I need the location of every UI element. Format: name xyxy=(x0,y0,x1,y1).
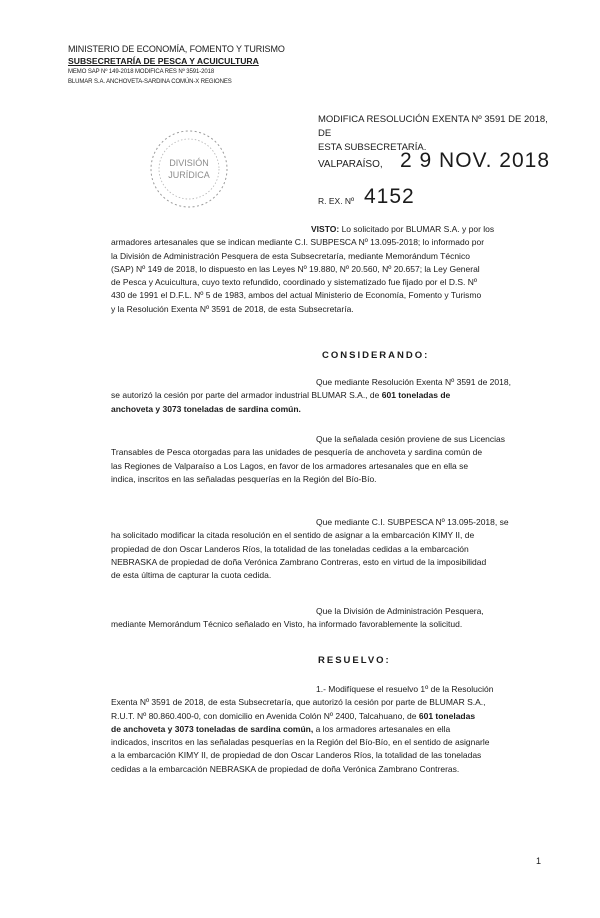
considerando-paragraph-4 xyxy=(111,605,542,632)
subject-line-2: ESTA SUBSECRETARÍA. xyxy=(318,142,427,153)
considerando-p3-line-5: de esta última de capturar la cuota cedida. xyxy=(111,570,272,581)
resuelvo-heading: RESUELVO: xyxy=(318,655,391,666)
ministry-name: MINISTERIO DE ECONOMÍA, FOMENTO Y TURISMO xyxy=(68,44,285,54)
considerando-p1-bold-2: anchoveta y 3073 toneladas de sardina común. xyxy=(111,403,301,414)
resuelvo-p1-line-6: a la embarcación KIMY II, de propiedad de don Oscar Landeros Ríos, la totalidad de las toneladas xyxy=(111,750,482,761)
visto-line-5: de Pesca y Acuicultura, cuyo texto refundido, coordinado y sistematizado fue fijado por el D.S. Nº xyxy=(111,277,477,288)
division-juridica-stamp xyxy=(148,128,230,210)
considerando-heading: CONSIDERANDO: xyxy=(322,350,430,361)
resuelvo-p1-line-4: a los armadores artesanales en ella xyxy=(315,723,451,734)
considerando-p1-line-1: Que mediante Resolución Exenta Nº 3591 de 2018, xyxy=(316,377,511,387)
resuelvo-p1-bold-1: 601 toneladas xyxy=(418,710,476,721)
stamp-line-2: JURÍDICA xyxy=(168,170,210,180)
reference-line-2: BLUMAR S.A. ANCHOVETA-SARDINA COMÚN-X REGIONES xyxy=(68,79,232,85)
considerando-p1-line-2: se autorizó la cesión por parte del armador industrial BLUMAR S.A., de xyxy=(111,390,380,401)
resuelvo-paragraph-1 xyxy=(111,683,542,776)
considerando-p2-line-2: Transables de Pesca otorgadas para las unidades de pesquería de anchoveta y sardina común de xyxy=(111,447,483,458)
page-number: 1 xyxy=(536,856,542,866)
resolution-number: 4152 xyxy=(364,185,415,208)
considerando-p2-line-4: indica, inscritos en las señaladas pesquerías en la Región del Bío-Bío. xyxy=(111,473,377,484)
resuelvo-p1-line-2: Exenta Nº 3591 de 2018, de esta Subsecretaría, que autorizó la cesión por parte de BLUMAR S.A., xyxy=(111,697,486,708)
considerando-paragraph-1 xyxy=(111,376,542,416)
subject-line-1: MODIFICA RESOLUCIÓN EXENTA Nº 3591 DE 2018, DE xyxy=(318,114,548,139)
visto-label: VISTO: xyxy=(311,224,340,234)
visto-line-1: Lo solicitado por BLUMAR S.A. y por los xyxy=(341,224,495,234)
resuelvo-p1-line-3: R.U.T. Nº 80.860.400-0, con domicilio en Avenida Colón Nº 2400, Talcahuano, de xyxy=(111,710,417,721)
considerando-p3-line-2: ha solicitado modificar la citada resolución en el sentido de asignar a la embarcación KIMY II, de xyxy=(111,530,475,541)
stamped-date: 2 9 NOV. 2018 xyxy=(400,149,550,172)
considerando-p4-line-1: Que la División de Administración Pesquera, xyxy=(316,606,484,616)
considerando-p3-line-4: NEBRASKA de propiedad de doña Verónica Zambrano Contreras, esto en virtud de la imposibilidad xyxy=(111,556,487,567)
considerando-p1-bold-1: 601 toneladas de xyxy=(381,390,451,401)
reference-line-1: MEMO SAP Nº 149-2018 MODIFICA RES Nº 3591-2018 xyxy=(68,69,215,75)
subsecretaria-name: SUBSECRETARÍA DE PESCA Y ACUICULTURA xyxy=(68,55,259,66)
considerando-p3-line-3: propiedad de don Oscar Landeros Ríos, la totalidad de las toneladas cedidas a la embarcación xyxy=(111,543,469,554)
considerando-paragraph-2 xyxy=(111,433,542,486)
considerando-p3-line-1: Que mediante C.I. SUBPESCA Nº 13.095-2018, se xyxy=(316,517,509,527)
visto-line-4: (SAP) Nº 149 de 2018, lo dispuesto en las Leyes Nº 19.880, Nº 20.560, Nº 20.657; la Ley General xyxy=(111,263,480,274)
visto-line-6: 430 de 1991 el D.F.L. Nº 5 de 1983, ambos del actual Ministerio de Economía, Fomento y Turismo xyxy=(111,290,482,301)
document-header xyxy=(68,44,308,87)
resuelvo-p1-line-7: cedidas a la embarcación NEBRASKA de propiedad de doña Verónica Zambrano Contreras. xyxy=(111,763,460,774)
resuelvo-p1-line-5: indicados, inscritos en las señaladas pesquerías en la Región del Bío-Bío, en el sentido de asignarle xyxy=(111,737,490,748)
considerando-p2-line-3: las Regiones de Valparaíso a Los Lagos, en favor de los armadores artesanales que en ella se xyxy=(111,460,469,471)
rex-label: R. EX. Nº xyxy=(318,196,355,206)
considerando-paragraph-3 xyxy=(111,516,542,582)
visto-line-2: armadores artesanales que se indican mediante C.I. SUBPESCA Nº 13.095-2018; lo informado por xyxy=(111,237,485,248)
considerando-p4-line-2: mediante Memorándum Técnico señalado en Visto, ha informado favorablemente la solicitud. xyxy=(111,619,463,630)
considerando-p2-line-1: Que la señalada cesión proviene de sus Licencias xyxy=(316,434,506,444)
visto-section xyxy=(111,223,542,316)
stamp-line-1: DIVISIÓN xyxy=(169,158,209,168)
visto-line-7: y la Resolución Exenta Nº 3591 de 2018, de esta Subsecretaría. xyxy=(111,303,354,314)
resuelvo-p1-bold-2: de anchoveta y 3073 toneladas de sardina común, xyxy=(111,723,314,734)
place-label: VALPARAÍSO, xyxy=(318,159,383,170)
visto-line-3: la División de Administración Pesquera de esta Subsecretaría, mediante Memorándum Técnico xyxy=(111,250,470,261)
resuelvo-p1-line-1: 1.- Modifíquese el resuelvo 1º de la Resolución xyxy=(316,684,494,694)
